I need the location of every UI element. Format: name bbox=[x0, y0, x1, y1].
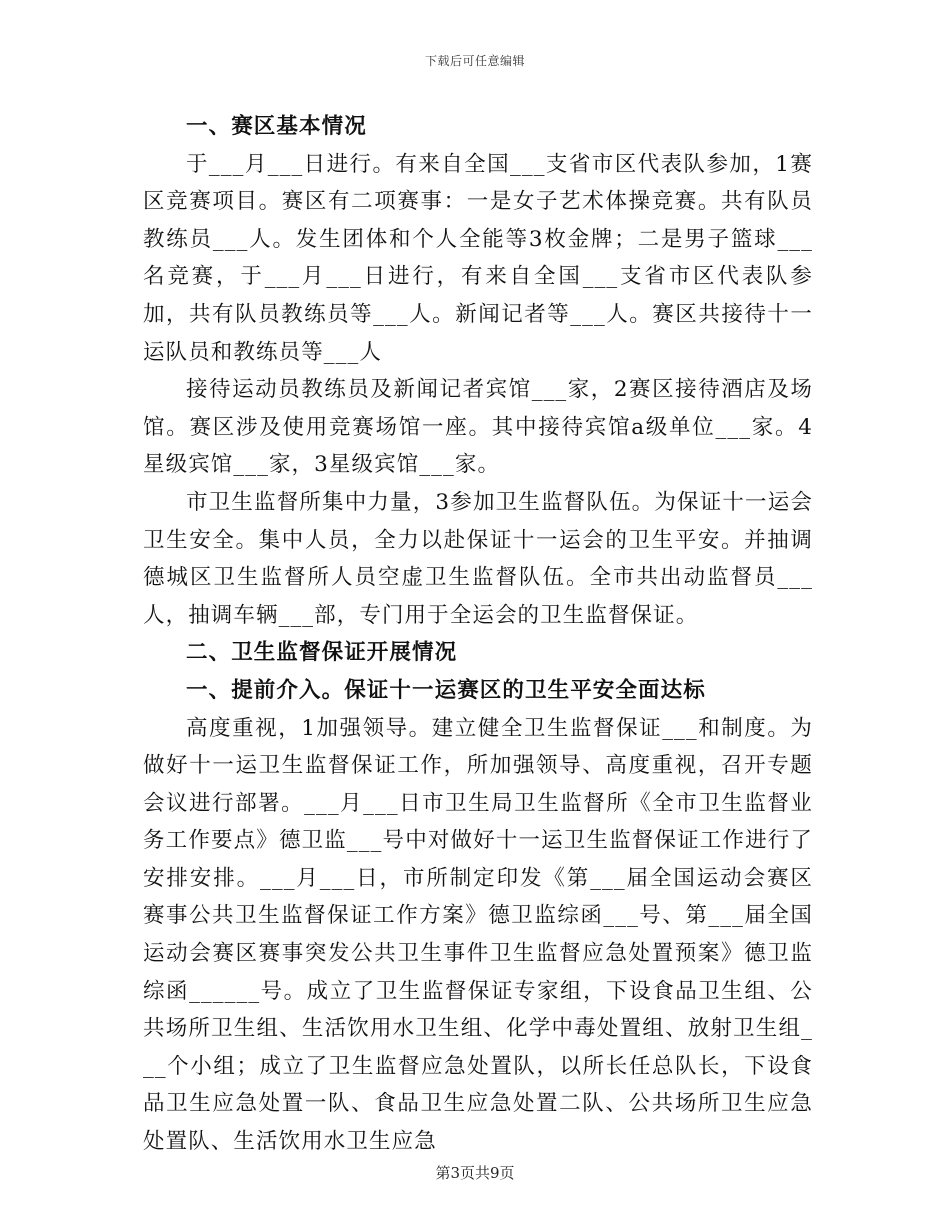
paragraph-leadership: 高度重视，1加强领导。建立健全卫生监督保证___和制度。为做好十一运卫生监督保证工作，所加强领导、高度重视，召开专题会议进行部署。___月___日市卫生局卫生监督所《全市卫生监督业务工作要点》德卫监___号中对做好十一运卫生监督保证工作进行了安排安排。___月___日，市所制定印发《第___届全国运动会赛区赛事公共卫生监督保证工作方案》德卫监综函___号、第___届全国运动会赛区赛事突发公共卫生事件卫生监督应急处置预案》德卫监综函______号。成立了卫生监督保证专家组，下设食品卫生组、公共场所卫生组、生活饮用水卫生组、化学中毒处置组、放射卫生组___个小组；成立了卫生监督应急处置队，以所长任总队长，下设食品卫生应急处置一队、食品卫生应急处置二队、公共场所卫生应急处置队、生活饮用水卫生应急 bbox=[143, 715, 813, 1155]
section-heading-venue-overview: 一、赛区基本情况 bbox=[186, 114, 367, 139]
paragraph-supervision-team: 市卫生监督所集中力量，3参加卫生监督队伍。为保证十一运会卫生安全。集中人员，全力以赴保证十一运会的卫生平安。并抽调德城区卫生监督所人员空虚卫生监督队伍。全市共出动监督员___人，抽调车辆___部，专门用于全运会的卫生监督保证。 bbox=[143, 489, 813, 628]
paragraph-hotels: 接待运动员教练员及新闻记者宾馆___家，2赛区接待酒店及场馆。赛区涉及使用竞赛场馆一座。其中接待宾馆a级单位___家。4星级宾馆___家，3星级宾馆___家。 bbox=[143, 377, 813, 478]
page-header: 下载后可任意编辑 bbox=[424, 54, 525, 68]
paragraph-competition-details: 于___月___日进行。有来自全国___支省市区代表队参加，1赛区竞赛项目。赛区有二项赛事：一是女子艺术体操竞赛。共有队员教练员___人。发生团体和个人全能等3枚金牌；二是男子篮球___名竞赛，于___月___日进行，有来自全国___支省市区代表队参加，共有队员教练员等___人。新闻记者等___人。赛区共接待十一运队员和教练员等___人 bbox=[143, 151, 813, 365]
document-body bbox=[143, 108, 813, 1161]
section-heading-supervision-progress: 二、卫生监督保证开展情况 bbox=[186, 640, 458, 666]
page-number: 第3页共9页 bbox=[435, 1164, 515, 1182]
subsection-heading-early-intervention: 一、提前介入。保证十一运赛区的卫生平安全面达标 bbox=[186, 677, 706, 703]
